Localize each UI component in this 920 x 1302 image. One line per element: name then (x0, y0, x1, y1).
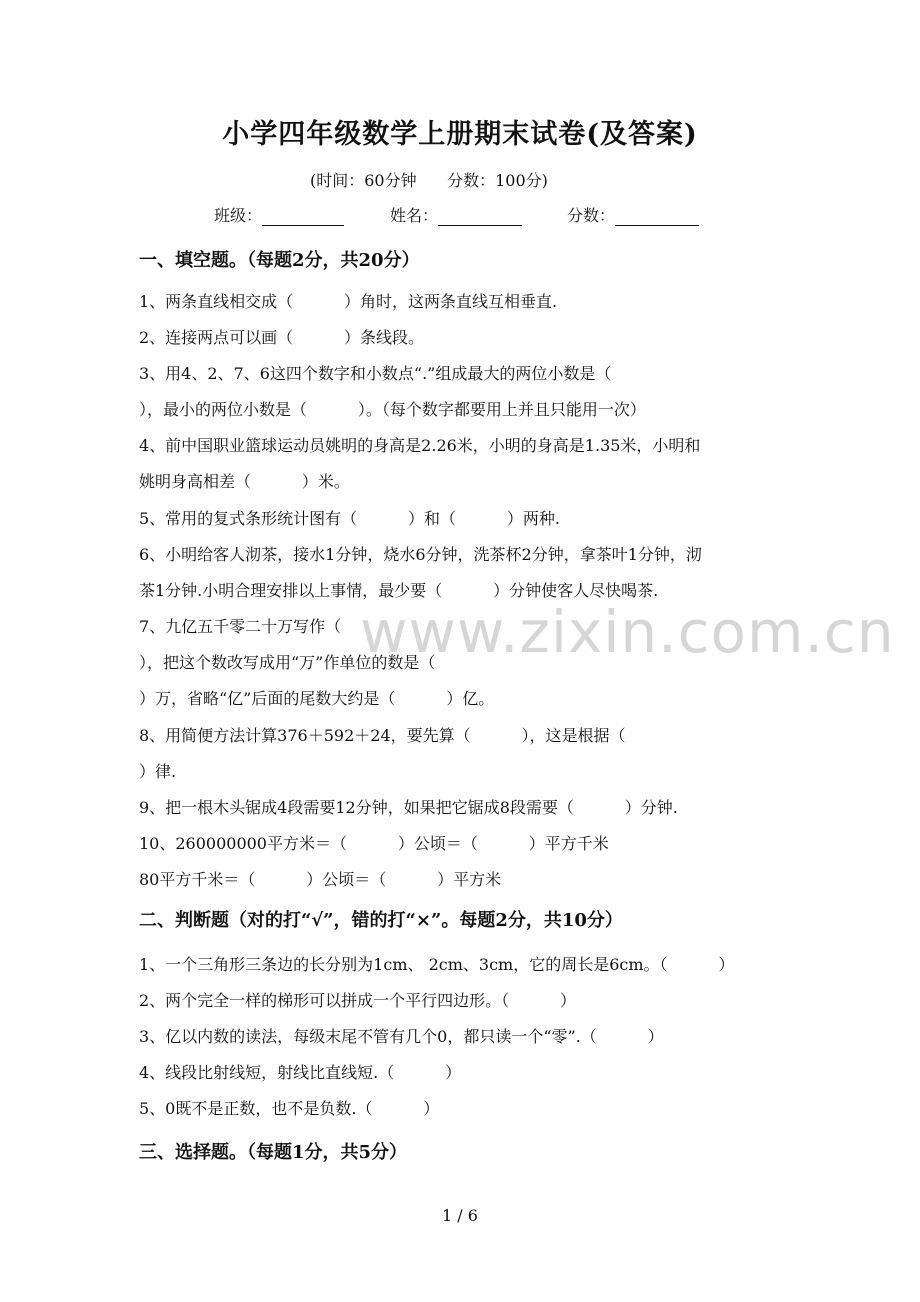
name-blank (438, 207, 522, 226)
question-line: 7、九亿五千零二十万写作（ (139, 617, 342, 636)
question-line: 10、260000000平方米＝（ ）公顷＝（ ）平方千米 (139, 834, 609, 853)
score-field (567, 203, 699, 226)
exam-time-score: (时间：60分钟 分数：100分) (310, 171, 548, 190)
document-title: 小学四年级数学上册期末试卷(及答案) (222, 119, 698, 150)
name-label: 姓名： (390, 206, 439, 225)
question-line: 3、用4、2、7、6这四个数字和小数点“.”组成最大的两位小数是（ (139, 364, 612, 383)
section-heading-multiple-choice: 三、选择题。（每题1分，共5分） (139, 1142, 408, 1163)
question-line: 姚明身高相差（ ）米。 (139, 472, 350, 491)
question-line: ），把这个数改写成用“万”作单位的数是（ (139, 653, 436, 672)
question-line: 4、线段比射线短，射线比直线短.（ ） (139, 1063, 462, 1082)
question-line: 1、一个三角形三条边的长分别为1cm、 2cm、3cm，它的周长是6cm。（ ） (139, 955, 735, 974)
score-label: 分数： (567, 206, 616, 225)
question-line: 1、两条直线相交成（ ）角时，这两条直线互相垂直. (139, 292, 558, 311)
question-line: ）万，省略“亿”后面的尾数大约是（ ）亿。 (139, 689, 495, 708)
class-label: 班级： (214, 206, 263, 225)
question-line: 6、小明给客人沏茶，接水1分钟，烧水6分钟，洗茶杯2分钟，拿茶叶1分钟，沏 (139, 545, 702, 564)
question-line: 9、把一根木头锯成4段需要12分钟，如果把它锯成8段需要（ ）分钟. (139, 798, 678, 817)
section-heading-true-false: 二、判断题（对的打“√”，错的打“×”。每题2分，共10分） (139, 910, 623, 931)
question-line: 80平方千米＝（ ）公顷＝（ ）平方米 (139, 870, 502, 889)
section-heading-fill-blank: 一、填空题。（每题2分，共20分） (139, 250, 420, 271)
question-line: 茶1分钟.小明合理安排以上事情，最少要（ ）分钟使客人尽快喝茶. (139, 581, 659, 600)
question-line: 5、0既不是正数，也不是负数.（ ） (139, 1099, 440, 1118)
question-line: 3、亿以内数的读法，每级末尾不管有几个0，都只读一个“零”.（ ） (139, 1027, 664, 1046)
question-line: ）律. (139, 762, 177, 781)
class-field (214, 203, 344, 226)
question-line: 2、连接两点可以画（ ）条线段。 (139, 328, 425, 347)
class-blank (262, 207, 344, 226)
page-number: 1 / 6 (442, 1206, 478, 1225)
question-line: 2、两个完全一样的梯形可以拼成一个平行四边形。（ ） (139, 991, 577, 1010)
question-line: 4、前中国职业篮球运动员姚明的身高是2.26米，小明的身高是1.35米，小明和 (139, 436, 701, 455)
question-line: 8、用简便方法计算376＋592＋24，要先算（ ），这是根据（ (139, 726, 626, 745)
score-blank (615, 207, 699, 226)
question-line: ），最小的两位小数是（ ）。（每个数字都要用上并且只能用一次） (139, 400, 646, 419)
name-field (390, 203, 522, 226)
watermark: www.zixin.com.cn (360, 598, 895, 666)
question-line: 5、常用的复式条形统计图有（ ）和（ ）两种. (139, 509, 560, 528)
